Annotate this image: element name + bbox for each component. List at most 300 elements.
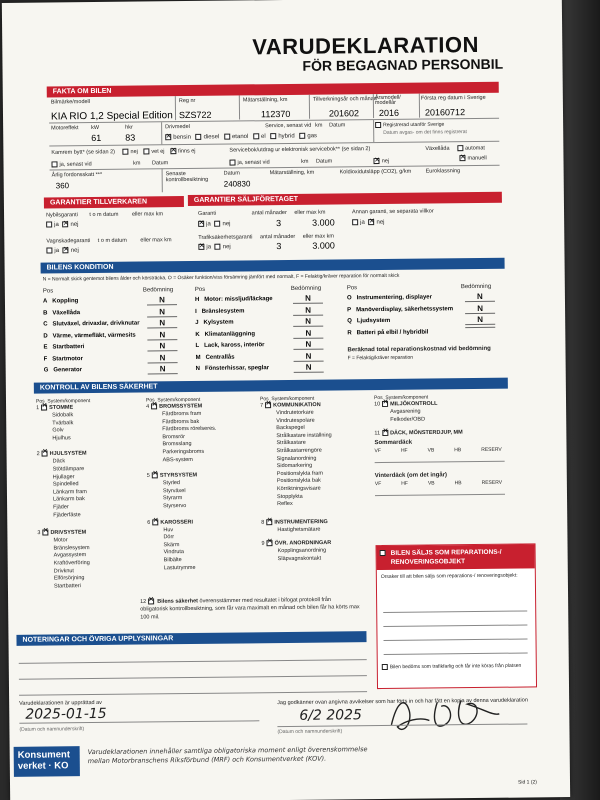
condition-row bbox=[196, 364, 346, 377]
group-checkbox[interactable] bbox=[382, 401, 388, 407]
value-regnr: SZS722 bbox=[178, 109, 212, 121]
group-item: Vindrutetorkare bbox=[276, 409, 314, 417]
label-diesel: diesel bbox=[203, 134, 220, 141]
kondition-col1-list bbox=[43, 297, 194, 379]
checkbox-automat[interactable] bbox=[457, 145, 463, 151]
group-item: Fjäder bbox=[53, 504, 69, 511]
label-bensin: bensin bbox=[173, 134, 191, 141]
vagn-options bbox=[46, 247, 78, 254]
group-title: STYRSYSTEM bbox=[159, 472, 198, 479]
label-salj-antal: antal månader bbox=[251, 209, 287, 217]
footer-disclaimer: Varudeklarationen innehåller samtliga obligatoriska moment enligt överenskommelse mellan Motorbranschens Riksförbund (MRF) och Konsumentverket (KOV). bbox=[87, 745, 368, 766]
k1-pos-header: Pos bbox=[35, 398, 45, 405]
value-km: 112370 bbox=[260, 108, 291, 120]
checkbox-salj-ja[interactable] bbox=[198, 221, 204, 227]
group-item: Strålkastarrengöre bbox=[276, 447, 322, 455]
label-vinterdack: Vinterdäck (om det ingår) bbox=[374, 472, 448, 480]
label-kamrem-km: km bbox=[133, 160, 141, 168]
condition-grade[interactable]: N bbox=[148, 364, 178, 374]
label-datum-sign-2: (Datum och namnunderskrift) bbox=[277, 728, 343, 736]
trafik-options bbox=[198, 244, 230, 251]
nybil-options bbox=[46, 221, 78, 228]
group-number: 4 bbox=[146, 403, 150, 410]
section-noteringar-heading: NOTERINGAR OCH ÖVRIGA UPPLYSNINGAR bbox=[16, 631, 366, 646]
checkbox-kamrem-nej[interactable] bbox=[122, 149, 128, 155]
section-kondition-heading: BILENS KONDITION bbox=[41, 258, 505, 274]
salj-garanti-row bbox=[198, 210, 326, 217]
group-item: Avgasrening bbox=[390, 408, 421, 415]
tire-column-label: VB bbox=[427, 480, 435, 487]
group-checkbox[interactable] bbox=[152, 473, 158, 479]
condition-grade[interactable]: N bbox=[465, 303, 495, 313]
document-page bbox=[2, 0, 570, 800]
value-model: KIA RIO 1,2 Special Edition bbox=[50, 110, 173, 123]
group-item: Signalanordning bbox=[276, 455, 317, 462]
label-nybil-km: eller max km bbox=[131, 211, 164, 218]
kondition-col-2 bbox=[195, 285, 346, 377]
group-item: Skärm bbox=[163, 541, 180, 549]
checkbox-nybil-ja[interactable] bbox=[46, 221, 52, 227]
condition-grade[interactable]: N bbox=[147, 295, 177, 305]
checkbox-servicebok-ja[interactable] bbox=[229, 160, 235, 166]
section-garanti-saljforetaget: GARANTIER SÄLJFÖRETAGET bbox=[188, 192, 502, 206]
value-arsmodell: 2016 bbox=[378, 107, 400, 119]
checkbox-trafikfarlig[interactable] bbox=[382, 664, 388, 670]
f-legend: F = Felaktig/kräver reparation bbox=[347, 354, 414, 362]
condition-row bbox=[347, 328, 507, 341]
fakta-grid bbox=[49, 93, 500, 194]
label-salj-garanti: Garanti bbox=[198, 210, 217, 217]
checkbox-servicebok-nej[interactable] bbox=[374, 158, 380, 164]
signature-icon bbox=[385, 690, 505, 739]
group-ovr-anordningar bbox=[261, 540, 371, 564]
label-salj-nej: nej bbox=[222, 221, 231, 228]
checkbox-el[interactable] bbox=[253, 133, 259, 139]
label-trafik-antal: antal månader bbox=[260, 233, 296, 241]
condition-pos: N bbox=[195, 365, 201, 372]
tire-column-label: HB bbox=[454, 447, 462, 454]
group-item: Backspegel bbox=[276, 425, 305, 432]
condition-label: Generator bbox=[53, 367, 83, 374]
group-checkbox[interactable] bbox=[267, 541, 273, 547]
group-item: Färdbroms fram bbox=[162, 410, 202, 418]
condition-label: Startmotor bbox=[52, 355, 83, 362]
checkbox-vagn-nej[interactable] bbox=[63, 247, 69, 253]
label-service: Service, senast vid bbox=[265, 122, 312, 130]
label-etanol: etanol bbox=[231, 133, 249, 141]
condition-label: Lack, kaross, interiör bbox=[204, 342, 265, 349]
kontroll-col-1 bbox=[35, 397, 151, 591]
group-item: Reflex bbox=[277, 501, 293, 508]
condition-label: Centrallås bbox=[205, 354, 235, 361]
group-item: Bränslesystem bbox=[53, 544, 90, 552]
kamrem-ja-row bbox=[51, 160, 168, 168]
condition-grade[interactable]: N bbox=[293, 317, 323, 327]
k3-pos-header: Pos bbox=[259, 396, 269, 403]
label-vagn-tom: t o m datum bbox=[97, 237, 127, 244]
konsumentverket-logo bbox=[14, 746, 80, 777]
label-upprattad: Varudeklarationen är upprättad av bbox=[19, 699, 102, 707]
condition-pos: E bbox=[43, 344, 48, 351]
condition-grade[interactable]: N bbox=[294, 363, 324, 373]
label-kamrem-vet-ej: vet ej bbox=[151, 148, 165, 155]
group-item: Fjäderfäste bbox=[53, 511, 81, 519]
group-number: 5 bbox=[146, 473, 150, 480]
label-servicebok-datum: Datum bbox=[315, 158, 333, 166]
condition-pos: B bbox=[43, 309, 48, 317]
group-item: Styrarm bbox=[162, 495, 183, 502]
group-number: 2 bbox=[36, 451, 40, 458]
kondition-col-1 bbox=[43, 287, 194, 379]
k3-sys-header: System/komponent bbox=[271, 395, 315, 403]
group-item: Bromsslang bbox=[162, 441, 192, 448]
checkbox-diesel[interactable] bbox=[196, 134, 202, 140]
condition-label: Startbatteri bbox=[52, 344, 85, 351]
group-number: 3 bbox=[37, 530, 41, 537]
label-servicebok: Servicebok/utdrag ur elektronisk servicebok** (se sidan 2) bbox=[229, 146, 371, 154]
condition-grade[interactable]: N bbox=[293, 294, 323, 304]
condition-grade[interactable]: N bbox=[465, 292, 495, 302]
condition-grade[interactable]: N bbox=[293, 305, 323, 315]
group-item: Kopplingsanordning bbox=[277, 548, 327, 555]
group12-text: överensstämmer med resultatet i bifogat protokoll från obligatorisk kontrollbesiktning, som får vara maximalt en månad och bilen får ha körts max 100 mil. bbox=[140, 596, 360, 621]
kondition-col3-list bbox=[346, 291, 507, 342]
condition-label: Batteri på elbil / hybridbil bbox=[356, 329, 429, 336]
group-bromssystem bbox=[146, 402, 257, 464]
checkbox-kamrem-vet-ej[interactable] bbox=[143, 148, 149, 154]
checkbox-manuell[interactable] bbox=[459, 155, 465, 161]
condition-label: Klimatanläggning bbox=[204, 330, 256, 338]
value-salj-km: 3.000 bbox=[312, 217, 335, 228]
condition-pos: K bbox=[195, 331, 200, 338]
label-annan-nej: nej bbox=[376, 219, 385, 226]
label-hybrid: hybrid bbox=[278, 133, 295, 140]
label-vagnskadegaranti: Vagnskadegaranti bbox=[46, 238, 91, 245]
condition-grade[interactable]: N bbox=[293, 351, 323, 361]
label-kw: kW bbox=[91, 124, 100, 132]
group-title: ÖVR. ANORDNINGAR bbox=[274, 540, 332, 547]
group-title: DÄCK, MÖNSTERDJUP, MM bbox=[390, 429, 463, 437]
group-checkbox[interactable] bbox=[42, 451, 48, 457]
logo-line-1: Konsument bbox=[17, 749, 71, 761]
value-salj-man: 3 bbox=[276, 218, 282, 229]
label-vagn-ja: ja bbox=[54, 247, 60, 254]
col3-bed-header: Bedömning bbox=[460, 283, 492, 291]
group-item: Släpvagnskontakt bbox=[277, 555, 322, 563]
group-dack bbox=[374, 429, 514, 439]
group-checkbox[interactable] bbox=[151, 403, 157, 409]
group-title: INSTRUMENTERING bbox=[274, 518, 328, 526]
checkbox-bensin[interactable] bbox=[165, 134, 171, 140]
group-item: Spindelled bbox=[52, 481, 79, 488]
group-item: Bilbälte bbox=[163, 557, 182, 564]
group-item: Parkeringsbroms bbox=[162, 448, 205, 456]
label-model: Bilmärke/modell bbox=[50, 99, 91, 106]
group-item: Hjulhus bbox=[52, 435, 71, 442]
label-arsmodell: Årsmodell/ modellår bbox=[374, 94, 401, 107]
label-salj-km: eller max km bbox=[294, 209, 326, 216]
group-stomme bbox=[36, 403, 146, 443]
label-kamrem-ja: ja, senast vid bbox=[59, 161, 92, 168]
kontroll-col-2 bbox=[146, 396, 258, 572]
group-checkbox[interactable] bbox=[382, 430, 388, 436]
label-tillv: Tillverkningsår och månad bbox=[312, 96, 377, 103]
label-datum-sign-1: (Datum och namnunderskrift) bbox=[19, 726, 85, 733]
handwritten-date-2: 6/2 2025 bbox=[299, 707, 363, 724]
condition-pos: P bbox=[347, 306, 352, 313]
group-checkbox[interactable] bbox=[41, 405, 47, 411]
tire-column-label: RESERV bbox=[481, 447, 502, 454]
label-vagn-nej: nej bbox=[70, 247, 79, 254]
document-subtitle: FÖR BEGAGNAD PERSONBIL bbox=[302, 55, 504, 74]
value-trafik-km: 3.000 bbox=[312, 240, 335, 251]
condition-grade[interactable]: N bbox=[293, 328, 323, 338]
label-regnr: Reg nr bbox=[178, 97, 196, 105]
registered-abroad bbox=[375, 121, 444, 128]
checkbox-etanol[interactable] bbox=[224, 134, 230, 140]
col2-bed-header: Bedömning bbox=[290, 285, 322, 292]
condition-label: Manöverdisplay, säkerhetssystem bbox=[356, 305, 454, 313]
group-instrumentering bbox=[261, 518, 371, 535]
section-kontroll-heading: KONTROLL AV BILENS SÄKERHET bbox=[34, 378, 508, 394]
fuel-options bbox=[165, 133, 317, 141]
label-skatt: Årlig fordonsskatt *** bbox=[51, 171, 103, 179]
condition-grade[interactable]: N bbox=[147, 318, 177, 328]
label-koldioxid: Koldioxidutsläpp (CO2), g/km bbox=[339, 168, 412, 176]
label-manuell: manuell bbox=[467, 155, 487, 162]
label-annan-ja: ja bbox=[360, 219, 365, 226]
vagn-row bbox=[46, 237, 171, 244]
label-trafiksakerhet: Trafiksäkerhetsgaranti bbox=[198, 234, 253, 241]
group-title: KOMMUNIKATION bbox=[273, 402, 321, 409]
label-servicebok-km: km bbox=[301, 159, 309, 166]
group-number: 7 bbox=[260, 402, 264, 409]
tire-column-label: VF bbox=[374, 481, 382, 488]
condition-label: Växellåda bbox=[52, 309, 81, 316]
kondition-col-3 bbox=[347, 284, 508, 362]
condition-pos: R bbox=[347, 329, 352, 336]
label-servicebok-ja: ja, senast vid bbox=[237, 159, 270, 166]
kondition-legend: N = Normalt skick gentemot bilens ålder och körsträcka, O = Osäker funktion/viss försämring jämfört med normalt, F = Felaktig/kräver reparation för normalt skick bbox=[42, 272, 400, 283]
group-item: Strålkastare inställning bbox=[276, 432, 332, 439]
label-kamrem: Kamrem bytt* (se sidan 2) bbox=[51, 149, 116, 156]
condition-pos: C bbox=[43, 321, 48, 328]
label-gas: gas bbox=[307, 133, 318, 140]
checkbox-registered-abroad[interactable] bbox=[375, 122, 381, 128]
condition-pos: G bbox=[43, 367, 49, 374]
group-item: Motor bbox=[53, 537, 68, 544]
group-hjulsystem bbox=[37, 450, 148, 520]
condition-pos: L bbox=[195, 342, 200, 349]
label-servicebok-nej: nej bbox=[381, 158, 390, 165]
k1-sys-header: System/komponent bbox=[47, 398, 91, 405]
label-nybil-nej: nej bbox=[70, 221, 79, 228]
reparation-orsak: Orsaker till att bilen säljs som reparations-/ renoveringsobjekt: bbox=[380, 572, 518, 581]
group-item: Sidobalk bbox=[52, 412, 74, 419]
label-trafikfarlig: Bilen bedöms som trafikfarlig och får inte köras från platsen bbox=[389, 662, 522, 671]
label-kamrem-finns-ej: finns ej bbox=[178, 148, 196, 155]
tire-column-label: RESERV bbox=[481, 480, 503, 487]
group-checkbox[interactable] bbox=[265, 402, 271, 408]
checkbox-salj-nej[interactable] bbox=[214, 221, 220, 227]
group-number: 6 bbox=[147, 519, 151, 526]
condition-pos: A bbox=[42, 298, 48, 305]
group-item: Strålkastare bbox=[276, 440, 306, 447]
group-item: Länkarm bak bbox=[53, 496, 85, 503]
checkbox-vagn-ja[interactable] bbox=[46, 247, 52, 253]
condition-grade[interactable]: N bbox=[147, 341, 177, 351]
kondition-col2-list bbox=[195, 295, 346, 377]
value-forsta-reg: 20160712 bbox=[424, 107, 466, 118]
value-hk: 83 bbox=[125, 132, 136, 143]
group-styrsystem bbox=[147, 472, 257, 512]
label-el: el bbox=[260, 133, 266, 140]
value-trafik-man: 3 bbox=[276, 241, 282, 252]
group-item: Lastutrymme bbox=[163, 564, 196, 571]
condition-label: Ljudsystem bbox=[356, 317, 391, 325]
group-kommunikation bbox=[260, 401, 371, 509]
label-godkanner: Jag godkänner ovan angivna avvikelser som har förts in och har fått en kopia av denna varudeklaration bbox=[277, 697, 528, 707]
condition-pos: J bbox=[195, 319, 199, 326]
checkbox-trafik-nej[interactable] bbox=[215, 244, 221, 250]
label-besiktning-datum: Datum bbox=[223, 170, 240, 177]
group-item: Styrväxel bbox=[162, 487, 186, 495]
condition-pos: H bbox=[194, 296, 200, 303]
value-kw: 61 bbox=[91, 132, 102, 144]
label-senaste-besiktning: Senaste kontrollbesiktning bbox=[165, 171, 209, 184]
condition-label: Motor: missljud/läckage bbox=[204, 296, 273, 303]
checkbox-bilens-sakerhet[interactable] bbox=[148, 598, 154, 604]
tire-columns-winter bbox=[375, 480, 515, 487]
group-number: 8 bbox=[261, 519, 265, 526]
group-title: DRIVSYSTEM bbox=[50, 529, 87, 537]
condition-grade[interactable]: N bbox=[465, 315, 495, 325]
group-item: Kraftöverföring bbox=[53, 560, 90, 567]
group-item: Huv bbox=[163, 526, 174, 533]
group-title: BROMSSYSTEM bbox=[159, 403, 203, 410]
label-nybil-ja: ja bbox=[54, 221, 59, 228]
checkbox-kamrem-ja[interactable] bbox=[51, 161, 57, 167]
label-annan-garanti: Annan garanti, se separata villkor bbox=[352, 208, 434, 216]
checkbox-nybil-nej[interactable] bbox=[62, 221, 68, 227]
label-matar2: Mätarställning, km bbox=[269, 169, 315, 177]
beraknad-kostnad-label: Beräknad total reparationskostnad vid bedömning bbox=[347, 345, 491, 354]
condition-pos: D bbox=[43, 332, 48, 340]
group-item: Länkarm fram bbox=[52, 488, 87, 496]
group-drivsystem bbox=[37, 529, 148, 591]
col3-pos-header: Pos bbox=[346, 285, 358, 292]
k4-pos-header: Pos bbox=[373, 394, 383, 402]
tire-column-label: VB bbox=[427, 447, 435, 454]
section-garanti-tillverkaren: GARANTIER TILLVERKAREN bbox=[44, 196, 184, 208]
label-service-datum: Datum bbox=[329, 122, 346, 129]
group-title: MILJÖKONTROLL bbox=[390, 400, 438, 408]
label-trafik-nej: nej bbox=[222, 244, 231, 251]
condition-label: Bränslesystem bbox=[201, 307, 245, 315]
condition-row bbox=[44, 366, 194, 379]
group-item: Styrled bbox=[162, 480, 181, 487]
group-item: Avgassystem bbox=[53, 552, 87, 559]
group-item: Körriktningsvisare bbox=[276, 485, 321, 493]
label-sommardack: Sommardäck bbox=[374, 439, 413, 447]
reparation-box bbox=[376, 543, 537, 689]
label-trafik-ja: ja bbox=[206, 244, 212, 251]
checkbox-annan-nej[interactable] bbox=[368, 219, 374, 225]
condition-pos: I bbox=[195, 308, 197, 315]
group-miljokontroll bbox=[374, 400, 514, 425]
condition-grade[interactable]: N bbox=[147, 353, 177, 363]
tire-columns-summer bbox=[375, 447, 515, 454]
checkbox-reparationsobjekt[interactable] bbox=[380, 550, 386, 556]
checkbox-gas[interactable] bbox=[299, 133, 305, 139]
group-bilens-sakerhet bbox=[140, 596, 360, 622]
col1-bed-header: Bedömning bbox=[142, 287, 174, 294]
group-item: Tvärbalk bbox=[52, 419, 74, 427]
checkbox-hybrid[interactable] bbox=[270, 133, 276, 139]
checkbox-kamrem-finns-ej[interactable] bbox=[170, 148, 176, 154]
label-registered-abroad: Registrerad utanför Sverige bbox=[383, 121, 445, 129]
group-item: Stötdämpare bbox=[52, 466, 85, 473]
gearbox-manual bbox=[459, 155, 486, 162]
checkbox-annan-ja[interactable] bbox=[352, 219, 358, 225]
condition-grade[interactable]: N bbox=[147, 307, 177, 317]
group-header bbox=[374, 429, 514, 439]
group-checkbox[interactable] bbox=[152, 519, 158, 525]
label-euro: Euroklassning bbox=[425, 168, 461, 175]
tire-column-label: HB bbox=[454, 480, 462, 487]
condition-pos: M bbox=[195, 354, 201, 361]
group-item: Startbatteri bbox=[53, 582, 81, 590]
label-km: Mätarställning, km bbox=[242, 96, 288, 104]
label-motoreffekt: Motoreffekt bbox=[51, 125, 79, 132]
reparation-heading-text: BILEN SÄLJS SOM REPARATIONS-/ RENOVERINGSOBJEKT bbox=[390, 548, 502, 566]
registered-abroad-sub: Datum avgas- om det finns registrerat bbox=[383, 129, 467, 136]
col1-pos-header: Pos bbox=[42, 288, 54, 295]
condition-grade[interactable]: N bbox=[147, 330, 177, 340]
section-fakta-heading: FAKTA OM BILEN bbox=[47, 82, 499, 98]
tire-column-label: HF bbox=[400, 448, 408, 455]
checkbox-trafik-ja[interactable] bbox=[198, 244, 204, 250]
label-salj-ja: ja bbox=[206, 221, 211, 228]
kontroll-col-3 bbox=[260, 395, 372, 564]
group-item: Färdbroms rörelseres. bbox=[162, 425, 217, 433]
group12-title: Bilens säkerhet bbox=[157, 598, 198, 605]
label-kamrem-datum: Datum bbox=[152, 160, 169, 167]
group-item: Positionslykta bak bbox=[276, 478, 321, 485]
condition-pos: Q bbox=[347, 318, 352, 325]
group-item: Felkoder/OBD bbox=[390, 416, 426, 423]
tire-column-label: HF bbox=[401, 481, 408, 488]
group-item: Styrservo bbox=[163, 503, 187, 510]
label-kamrem-nej: nej bbox=[130, 148, 138, 156]
servicebok-row bbox=[229, 158, 389, 166]
label-nybilsgaranti: Nybilsgaranti bbox=[46, 212, 78, 219]
group-karosseri bbox=[147, 518, 258, 573]
condition-grade[interactable] bbox=[465, 326, 495, 327]
group-item: Stopplykta bbox=[276, 493, 303, 500]
group-title: KAROSSERI bbox=[160, 519, 194, 526]
group-checkbox[interactable] bbox=[266, 519, 272, 525]
group-item: Drivknut bbox=[53, 567, 74, 575]
k4-sys-header: System/komponent bbox=[385, 394, 429, 401]
condition-pos: O bbox=[346, 295, 352, 302]
condition-label: Värme, värmefläkt, värmesits bbox=[52, 332, 136, 339]
nybil-row bbox=[46, 211, 163, 218]
condition-label: Koppling bbox=[52, 298, 79, 305]
group-item: Vindrutespolare bbox=[276, 417, 315, 424]
group-checkbox[interactable] bbox=[42, 530, 48, 536]
condition-grade[interactable]: N bbox=[293, 340, 323, 350]
